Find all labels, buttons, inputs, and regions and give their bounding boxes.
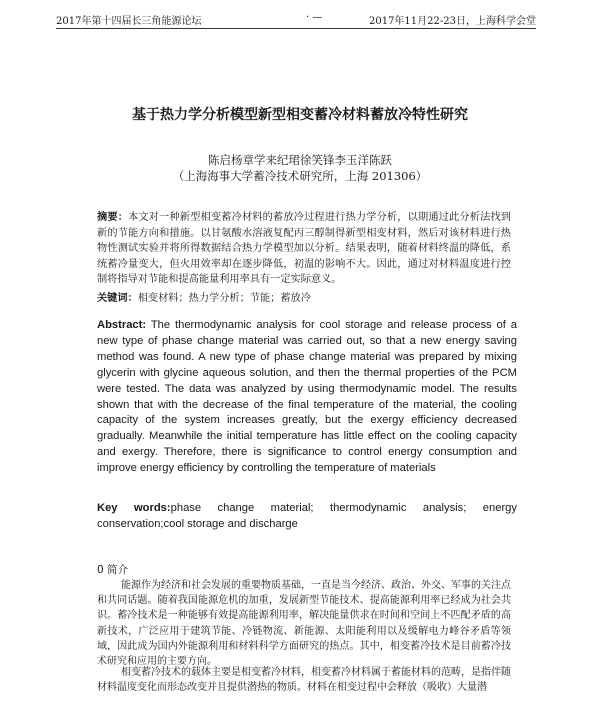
chinese-keywords-text: 相变材料；热力学分析；节能；蓄放冷 (137, 293, 311, 304)
intro-paragraph-2-text: 相变蓄冷技术的载体主要是相变蓄冷材料，相变蓄冷材料属于蓄能材料的范畴，是指伴随材料温度变化而形态改变并且提供潜热的物质。材料在相变过程中会释放（吸收）大量潜 (97, 667, 511, 694)
affiliation: （上海海事大学蓄冷技术研究所，上海 201306） (172, 169, 428, 183)
running-header-left: 2017年第十四届长三角能源论坛 (56, 16, 202, 27)
english-abstract-text: The thermodynamic analysis for cool storage and release process of a new type of phase change material was carried out, so that a new energy saving method was found. A new type of phase change material was prepared by mixing glycerin with glycine aqueous solution, and then the thermal properties of the PCM were tested. The data was analyzed by using thermodynamic model. The results shown that with the decrease of the final temperature of the material, the cooling capacity of the system increases greatly, but the exergy efficiency decreased gradually. Meanwhile the initial temperature has little effect on the cooling capacity and exergy. Therefore, there is significance to control energy consumption and improve energy efficiency by controlling the temperature of materials (97, 319, 517, 475)
english-keywords-text: phase change material; thermodynamic analysis; energy conservation;cool storage and discharge (97, 502, 517, 530)
section-heading-intro: 0 简介 (97, 564, 129, 576)
intro-paragraph-1 (97, 578, 511, 669)
chinese-keywords (97, 289, 511, 304)
chinese-keywords-label: 关键词： (97, 293, 138, 304)
english-abstract-label: Abstract: (97, 319, 147, 331)
intro-paragraph-2 (97, 665, 511, 695)
chinese-abstract (97, 210, 511, 288)
running-header-mark: · — (306, 12, 323, 23)
english-keywords (97, 500, 517, 532)
english-keywords-label: Key words: (97, 502, 171, 514)
chinese-abstract-text: 本文对一种新型相变蓄冷材料的蓄放冷过程进行热力学分析，以期通过此分析法找到新的节能方向和措施。以甘氨酸水溶液复配丙三醇制得新型相变材料，然后对该材料进行热物性测试实验并将所得数据结合热力学模型加以分析。结果表明，随着材料终温的降低，系统蓄冷量变大，但火用效率却在逐步降低，初温的影响不大。因此，通过对材料温度进行控制将指导对节能和提高能量利用率具有一定实际意义。 (97, 212, 511, 285)
chinese-abstract-label: 摘要： (97, 212, 129, 223)
header-rule (56, 28, 536, 29)
running-header-right: 2017年11月22-23日，上海科学会堂 (368, 16, 536, 27)
author-list: 陈启杨章学来纪珺徐笑锋李玉洋陈跃 (208, 153, 392, 167)
english-abstract (97, 318, 517, 477)
intro-paragraph-1-text: 能源作为经济和社会发展的重要物质基础，一直是当今经济、政治、外交、军事的关注点和共同话题。随着我国能源危机的加重，发展新型节能技术、提高能源利用率已经成为社会共识。蓄冷技术是一种能够有效提高能源利用率，解决能量供求在时间和空间上不匹配矛盾的高新技术，广泛应用于建筑节能、冷链物流、新能源、太阳能利用以及缓解电力峰谷矛盾等领域，因此成为国内外能源利用和材料科学方面研究的热点。其中，相变蓄冷技术是目前蓄冷技术研究和应用的主要方向。 (97, 580, 511, 668)
paper-title: 基于热力学分析模型新型相变蓄冷材料蓄放冷特性研究 (132, 107, 468, 123)
